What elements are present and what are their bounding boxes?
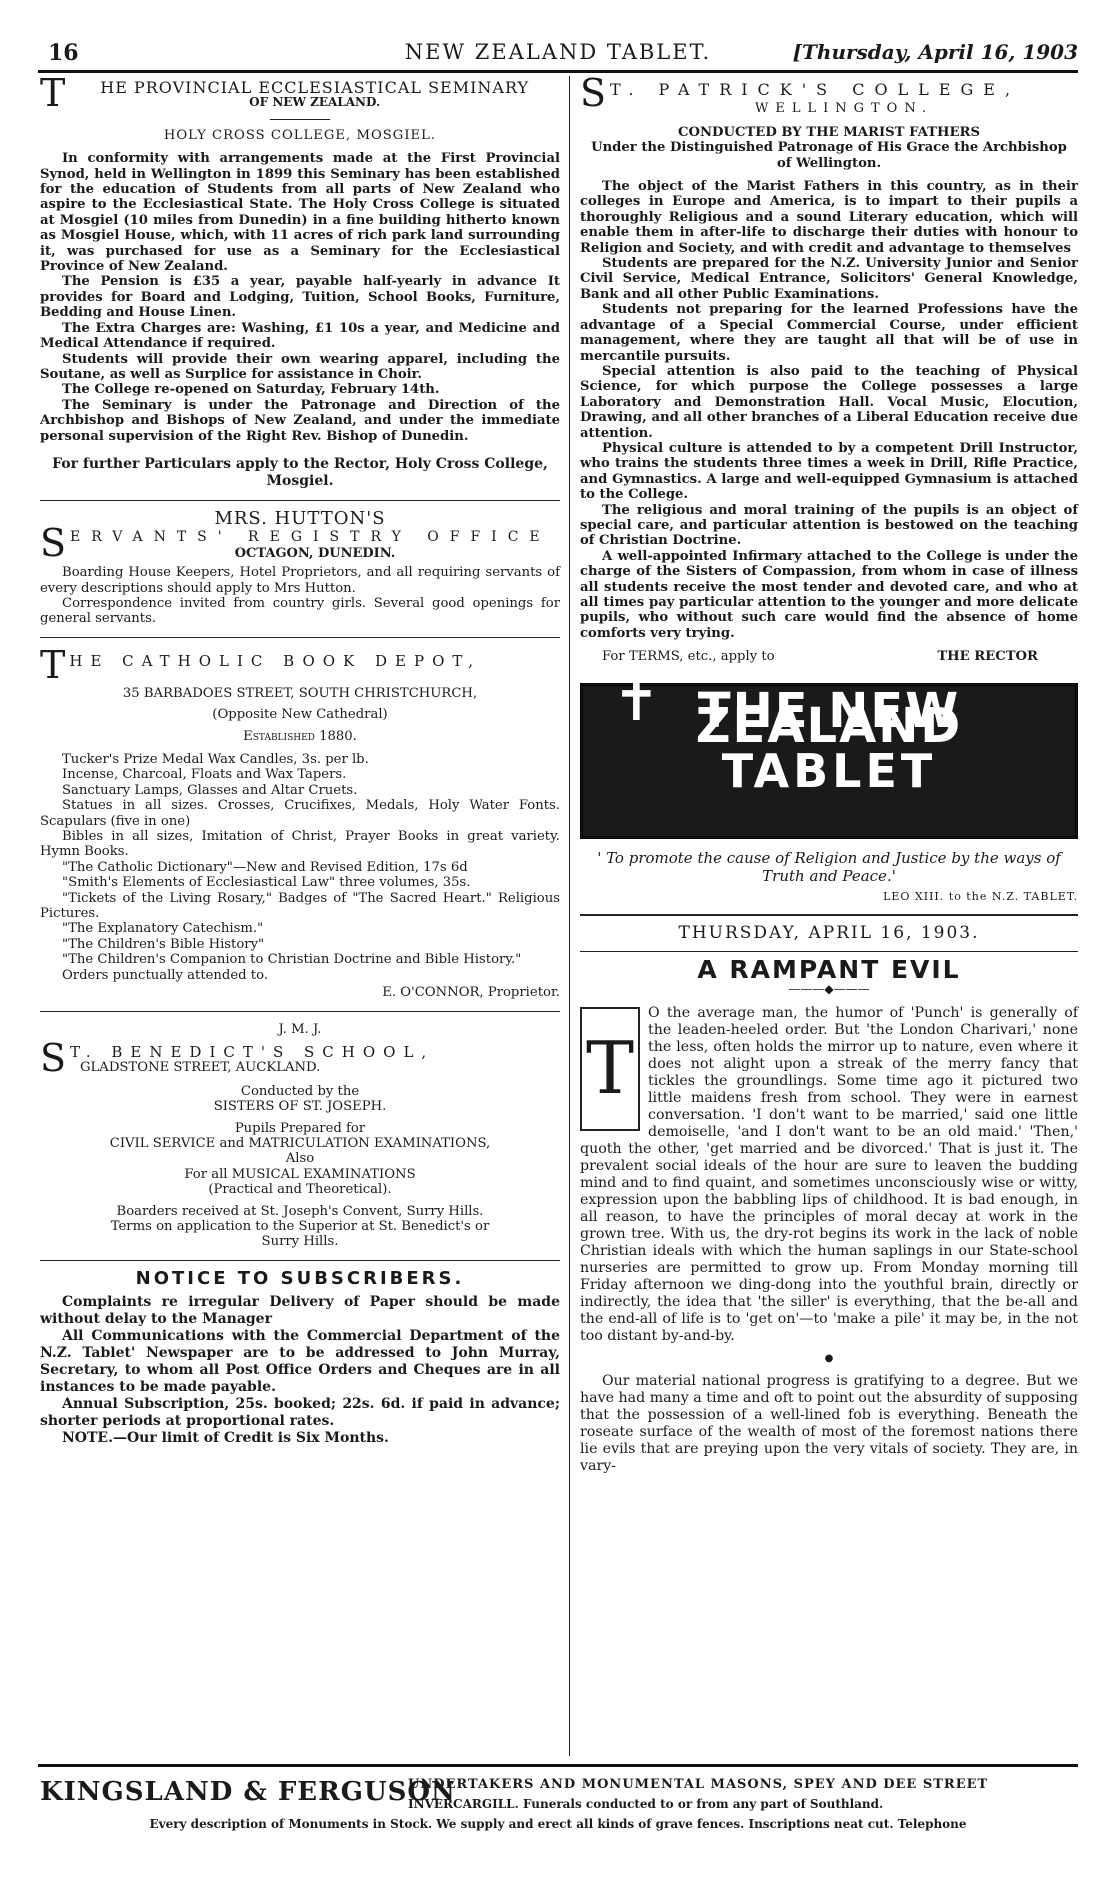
registry-ad <box>40 507 560 627</box>
right-column <box>580 76 1078 1475</box>
patrick-title-cap: S <box>580 76 607 115</box>
depot-item: Tucker's Prize Medal Wax Candles, 3s. per lb. <box>62 752 369 767</box>
motto-quote: ' To promote the cause of Religion and Justice by the ways of Truth and Peace.' <box>597 848 1061 885</box>
depot-item: Sanctuary Lamps, Glasses and Altar Cruets. <box>62 782 358 798</box>
depot-address: 35 BARBADOES STREET, SOUTH CHRISTCHURCH, <box>122 685 478 701</box>
depot-item: Bibles in all sizes, Imitation of Christ, Prayer Books in great variety. Hymn Books. <box>40 829 560 860</box>
patrick-paragraph: Students not preparing for the learned Professions have the advantage of a Special Commercial Course, under efficient management, where they are taught all that will be of use in mercantile pursuits. <box>580 302 1078 364</box>
depot-item: "Smith's Elements of Ecclesiastical Law" three volumes, 35s. <box>62 875 471 891</box>
depot-item: "Tickets of the Living Rosary," Badges of "The Sacred Heart." Religious Pictures. <box>40 890 560 922</box>
patrick-terms: For TERMS, etc., apply to <box>602 649 775 665</box>
seminary-title-cap: T <box>40 76 66 111</box>
registry-paragraph: Correspondence invited from country girls. Several good openings for general servants. <box>40 595 560 627</box>
seminary-paragraph: The Pension is £35 a year, payable half-yearly in advance It provides for Board and Lodging, Tuition, School Books, Furniture, Bedding and House Linen. <box>40 274 560 321</box>
article-date: THURSDAY, APRIL 16, 1903. <box>678 923 980 944</box>
school-pupils: Pupils Prepared for <box>234 1120 366 1136</box>
notice-paragraph: Complaints re irregular Delivery of Paper should be made without delay to the Manager <box>40 1294 560 1328</box>
school-ad <box>40 1022 560 1250</box>
school-title: T. BENEDICT'S SCHOOL, <box>70 1042 435 1061</box>
masthead-line1: THE NEW ZEALAND <box>695 682 963 755</box>
school-also: Also <box>285 1151 315 1167</box>
page-header <box>38 34 1078 73</box>
divider <box>40 500 560 501</box>
school-exams: CIVIL SERVICE and MATRICULATION EXAMINATIONS, <box>109 1135 491 1151</box>
patrick-city: WELLINGTON. <box>755 101 934 117</box>
article-title: A RAMPANT EVIL <box>697 955 961 985</box>
depot-proprietor: E. O'CONNOR, Proprietor. <box>382 985 560 1001</box>
notice-ad <box>40 1267 560 1447</box>
notice-title: NOTICE TO SUBSCRIBERS. <box>135 1267 465 1289</box>
article-paragraph: O the average man, the humor of 'Punch' is generally of the leaden-heeled order. But 'the London Charivari,' none the less, often holds the mirror up to nature, even where it does not alight upon a streak of the merry fancy that tickles the groundlings. Some time ago it pictured two little maidens fresh from school. They were in earnest conversation. 'I don't want to be married,' said one little demoiselle, 'and I don't want to be an old maid.' 'Then,' quoth the other, 'get married and be divorced.' That is just it. The prevalent social ideals of the hour are sure to leaven the budding mind and to find quaint, and sometimes unconsciously wise or witty, expression upon the babbling lips of childhood. It is bad enough, in all reason, to have the principles of moral decay at work in the grown tree. With us, the dry-rot begins its work in the lack of noble Christian ideals with which the human saplings in our State-school nurseries are permitted to grow up. From Monday morning till Friday afternoon we ding-dong into the youthful brain, directly or indirectly, the idea that 'the siller' is everything, that the be-all and the end-all of life is to 'get on'—to 'make a pile' it may be, in the not too distant by-and-by. <box>580 1005 1078 1345</box>
footer-line: Every description of Monuments in Stock. We supply and erect all kinds of grave fences. Inscriptions neat cut. Telephone <box>149 1817 967 1831</box>
patrick-paragraph: The object of the Marist Fathers in this country, as in their colleges in Europe and America, is to impart to their pupils a thoroughly Religious and a sound Literary education, which will enable them in after-life to discharge their duties with honour to Religion and Society, and with credit and advantage to themselves <box>580 179 1078 256</box>
masthead-line2: TABLET <box>721 743 937 798</box>
seminary-paragraph: Students will provide their own wearing apparel, including the Soutane, as well as Surplice for assistance in Choir. <box>40 351 560 382</box>
patrick-paragraph: Physical culture is attended to by a competent Drill Instructor, who trains the students three times a week in Drill, Rifle Practice, and Gymnastics. A large and well-equipped Gymnasium is attached to the College. <box>580 440 1078 503</box>
column-divider <box>569 76 570 1756</box>
motto-attribution: LEO XIII. to the N.Z. TABLET. <box>883 889 1078 903</box>
footer-advertisement <box>38 1764 1078 1857</box>
footer-firm: KINGSLAND & FERGUSON <box>40 1777 456 1807</box>
masthead-banner <box>580 668 1078 839</box>
depot-item: "The Catholic Dictionary"—New and Revised Edition, 17s 6d <box>62 859 468 875</box>
article-paragraph: Our material national progress is gratifying to a degree. But we have had many a time and oft to point out the absurdity of supposing that the possession of a well-lined fob is everything. Beneath the roseate surface of the wealth of most of the foremost nations there lie evils that are preying upon the very vitals of society. They are, in vary- <box>580 1372 1078 1474</box>
depot-item: "The Children's Bible History" <box>62 936 265 952</box>
school-exams: (Practical and Theoretical). <box>208 1182 392 1198</box>
divider <box>580 951 1078 952</box>
school-sisters: SISTERS OF ST. JOSEPH. <box>213 1099 387 1115</box>
divider <box>40 1260 560 1261</box>
dropcap-letter: T <box>580 1007 640 1131</box>
page-number: 16 <box>48 40 79 66</box>
depot-item: "The Explanatory Catechism." <box>62 921 264 937</box>
school-exams: For all MUSICAL EXAMINATIONS <box>184 1166 416 1182</box>
depot-item: Incense, Charcoal, Floats and Wax Tapers. <box>62 767 347 783</box>
patrick-patronage: Under the Distinguished Patronage of His Grace the Archbishop of Wellington. <box>591 140 1067 171</box>
patrick-paragraph: Students are prepared for the N.Z. University Junior and Senior Civil Service, Medical Entrance, Solicitors' General Knowledge, Bank and all other Public Examinations. <box>580 256 1078 302</box>
registry-title: ERVANTS' REGISTRY OFFICE <box>70 529 551 546</box>
divider <box>40 637 560 638</box>
patrick-paragraph: A well-appointed Infirmary attached to the College is under the charge of the Sisters of Compassion, from whom in case of illness all students receive the most tender and devoted care, and who at all times pay particular attention to the younger and more delicate pupils, who without such care would find the absence of home comforts very trying. <box>580 548 1078 641</box>
school-address: GLADSTONE STREET, AUCKLAND. <box>80 1060 321 1076</box>
school-jmj: J. M. J. <box>278 1021 322 1037</box>
patrick-paragraph: The religious and moral training of the pupils is an object of special care, and particular attention is bestowed on the teaching of Christian Doctrine. <box>580 502 1078 549</box>
notice-paragraph: All Communications with the Commercial Department of the N.Z. Tablet' Newspaper are to be addressed to John Murray, Secretary, to whom all Post Office Orders and Cheques are in all instances to be made payable. <box>40 1328 560 1396</box>
paper-title: NEW ZEALAND TABLET. <box>404 40 712 64</box>
registry-paragraph: Boarding House Keepers, Hotel Proprietors, and all requiring servants of every descriptions should apply to Mrs Hutton. <box>40 565 560 596</box>
divider <box>580 914 1078 916</box>
patrick-ad <box>580 76 1078 665</box>
seminary-college: HOLY CROSS COLLEGE, MOSGIEL. <box>163 127 437 143</box>
seminary-paragraph: The Seminary is under the Patronage and Direction of the Archbishop and Bishops of New Zealand, and under the immediate personal supervision of the Right Rev. Bishop of Dunedin. <box>40 397 560 444</box>
school-conducted: Conducted by the <box>240 1083 360 1099</box>
divider <box>40 1011 560 1012</box>
registry-name: MRS. HUTTON'S <box>214 507 386 529</box>
depot-item: Orders punctually attended to. <box>62 967 269 983</box>
depot-ad <box>40 648 560 1001</box>
depot-item: Statues in all sizes. Crosses, Crucifixes, Medals, Holy Water Fonts. Scapulars (five in one) <box>40 798 560 829</box>
depot-title-cap: T <box>40 647 66 682</box>
cross-icon: ✝ <box>613 668 660 734</box>
depot-title: HE CATHOLIC BOOK DEPOT, <box>69 651 481 670</box>
depot-established: Established 1880. <box>243 728 357 744</box>
seminary-footer: For further Particulars apply to the Rector, Holy Cross College, Mosgiel. <box>52 455 548 489</box>
article-body <box>580 1005 1078 1474</box>
seminary-paragraph: The College re-opened on Saturday, February 14th. <box>62 382 440 398</box>
left-column <box>40 76 560 1447</box>
bullet-separator: ● <box>824 1353 834 1365</box>
patrick-title: T. PATRICK'S COLLEGE, <box>610 80 1021 99</box>
depot-item: "The Children's Companion to Christian Doctrine and Bible History." <box>62 952 522 968</box>
seminary-paragraph: The Extra Charges are: Washing, £1 10s a year, and Medicine and Medical Attendance if required. <box>40 320 560 352</box>
patrick-paragraph: Special attention is also paid to the teaching of Physical Science, for which purpose the College possesses a large Laboratory and Demonstration Hall. Vocal Music, Elocution, Drawing, and all other branches of a Liberal Education receive due attention. <box>580 363 1078 441</box>
school-boarders: Boarders received at St. Joseph's Convent, Surry Hills. Terms on application to the Superior at St. Benedict's or Surry Hills. <box>110 1203 490 1250</box>
depot-opposite: (Opposite New Cathedral) <box>212 707 388 723</box>
notice-paragraph: NOTE.—Our limit of Credit is Six Months. <box>62 1430 389 1447</box>
divider <box>270 119 330 120</box>
patrick-rector: THE RECTOR <box>937 649 1038 665</box>
seminary-paragraph: In conformity with arrangements made at the First Provincial Synod, held in Wellington in 1899 this Seminary has been established for the education of Students from all parts of New Zealand who aspire to the Ecclesiastical State. The Holy Cross College is situated at Mosgiel (10 miles from Dunedin) in a fine building hitherto known as Mosgiel House, which, with 11 acres of rich park land surrounding it, was purchased for use as a Seminary for the Ecclesiastical Province of New Zealand. <box>40 151 560 275</box>
seminary-ad <box>40 76 560 490</box>
registry-title-cap: S <box>40 526 67 562</box>
footer-line: UNDERTAKERS AND MONUMENTAL MASONS, SPEY AND DEE STREET <box>408 1777 989 1792</box>
registry-address: OCTAGON, DUNEDIN. <box>234 545 396 561</box>
school-title-cap: S <box>40 1040 67 1076</box>
seminary-subtitle: OF NEW ZEALAND. <box>249 95 381 110</box>
patrick-conducted: CONDUCTED BY THE MARIST FATHERS <box>678 124 980 140</box>
ornament-divider: ———◆——— <box>788 981 870 996</box>
notice-paragraph: Annual Subscription, 25s. booked; 22s. 6d. if paid in advance; shorter periods at proportional rates. <box>40 1396 560 1430</box>
footer-line: INVERCARGILL. Funerals conducted to or from any part of Southland. <box>408 1797 884 1811</box>
seminary-title: HE PROVINCIAL ECCLESIASTICAL SEMINARY <box>100 78 530 97</box>
issue-date: [Thursday, April 16, 1903 <box>792 40 1078 64</box>
